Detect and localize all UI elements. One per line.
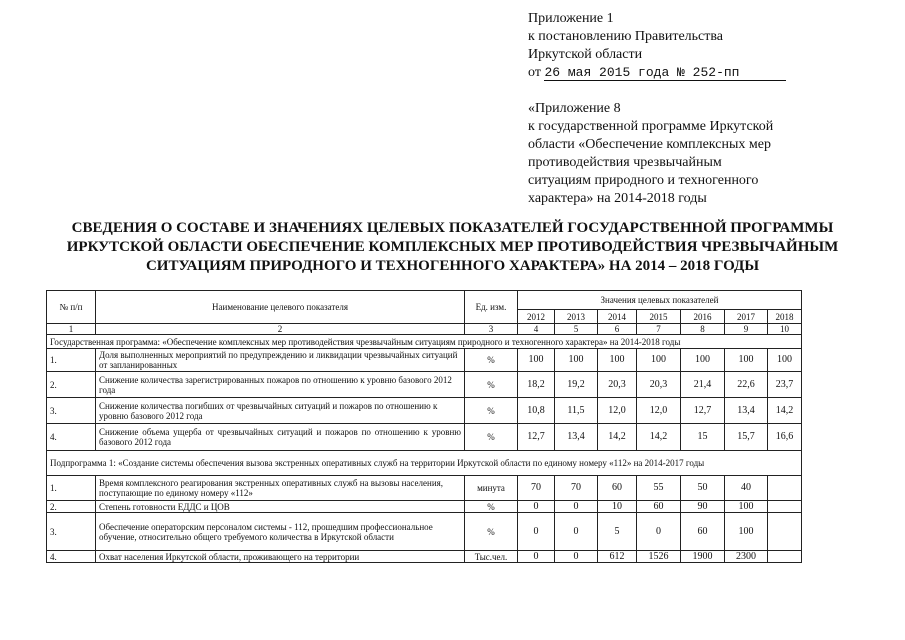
row-value: 14,2	[598, 424, 637, 451]
row-num: 1.	[47, 476, 96, 501]
row-value: 50	[681, 476, 725, 501]
appendix8-line: «Приложение 8	[528, 101, 621, 116]
col-header-name: Наименование целевого показателя	[96, 291, 465, 324]
table-row	[47, 476, 802, 501]
row-value: 100	[555, 349, 598, 372]
table-row	[47, 372, 802, 398]
row-value: 16,6	[768, 424, 802, 451]
year-header: 2014	[598, 310, 637, 324]
row-value	[768, 513, 802, 551]
row-value: 12,0	[598, 398, 637, 424]
appendix8-line: ситуациям природного и техногенного	[528, 173, 759, 188]
row-value: 18,2	[518, 372, 555, 398]
row-value: 55	[637, 476, 681, 501]
year-header: 2016	[681, 310, 725, 324]
index-cell: 7	[637, 324, 681, 335]
table-row	[47, 551, 802, 563]
row-num: 3.	[47, 398, 96, 424]
resolution-header	[528, 10, 888, 82]
row-value: 0	[518, 513, 555, 551]
index-cell: 3	[465, 324, 518, 335]
row-value	[768, 476, 802, 501]
indicators-table	[46, 290, 802, 563]
row-num: 2.	[47, 372, 96, 398]
row-unit: %	[465, 372, 518, 398]
index-cell: 9	[725, 324, 768, 335]
row-value: 10	[598, 501, 637, 513]
col-header-unit: Ед. изм.	[465, 291, 518, 324]
col-header-values: Значения целевых показателей	[518, 291, 802, 310]
row-value: 100	[725, 501, 768, 513]
row-value: 100	[637, 349, 681, 372]
row-unit: Тыс.чел.	[465, 551, 518, 563]
row-name: Степень готовности ЕДДС и ЦОВ	[96, 501, 465, 513]
appendix8-line: противодействия чрезвычайным	[528, 155, 722, 170]
row-name: Обеспечение операторским персоналом системы - 112, прошедшим профессиональное обучение, относительно общего требуемого количества в Иркутской области	[96, 513, 465, 551]
row-value: 100	[518, 349, 555, 372]
row-value: 12,7	[518, 424, 555, 451]
row-value: 20,3	[637, 372, 681, 398]
appendix-8-header	[528, 100, 828, 208]
index-cell: 10	[768, 324, 802, 335]
title-line: СВЕДЕНИЯ О СОСТАВЕ И ЗНАЧЕНИЯХ ЦЕЛЕВЫХ ПОКАЗАТЕЛЕЙ ГОСУДАРСТВЕННОЙ ПРОГРАММЫ	[71, 220, 834, 236]
row-value: 0	[555, 513, 598, 551]
row-value: 100	[725, 349, 768, 372]
row-value: 14,2	[768, 398, 802, 424]
header-date-line	[528, 64, 888, 82]
year-header: 2017	[725, 310, 768, 324]
row-value: 13,4	[555, 424, 598, 451]
row-unit: %	[465, 349, 518, 372]
row-num: 1.	[47, 349, 96, 372]
row-value: 23,7	[768, 372, 802, 398]
year-header: 2012	[518, 310, 555, 324]
header-line-1: Приложение 1	[528, 11, 614, 26]
date-number-underline	[544, 66, 786, 81]
row-value: 0	[555, 551, 598, 563]
year-header: 2013	[555, 310, 598, 324]
year-header: 2015	[637, 310, 681, 324]
index-row	[47, 324, 802, 335]
title-line: ИРКУТСКОЙ ОБЛАСТИ ОБЕСПЕЧЕНИЕ КОМПЛЕКСНЫХ МЕР ПРОТИВОДЕЙСТВИЯ ЧРЕЗВЫЧАЙНЫМ	[66, 239, 839, 255]
table-row	[47, 513, 802, 551]
row-value: 0	[518, 551, 555, 563]
row-value: 90	[681, 501, 725, 513]
index-cell: 8	[681, 324, 725, 335]
row-num: 3.	[47, 513, 96, 551]
header-date-number: 26 мая 2015 года № 252-пп	[544, 65, 740, 80]
row-value: 40	[725, 476, 768, 501]
index-cell: 4	[518, 324, 555, 335]
row-name: Снижение количества зарегистрированных пожаров по отношению к уровню базового 2012 года	[96, 372, 465, 398]
row-unit: %	[465, 501, 518, 513]
col-header-num: № п/п	[47, 291, 96, 324]
header-line-3: Иркутской области	[528, 47, 643, 62]
row-name: Время комплексного реагирования экстренных оперативных служб на вызовы населения, поступающие по единому номеру «112»	[96, 476, 465, 501]
row-num: 4.	[47, 424, 96, 451]
row-value: 11,5	[555, 398, 598, 424]
table-row	[47, 424, 802, 451]
document-title	[30, 219, 875, 276]
row-value: 22,6	[725, 372, 768, 398]
row-unit: минута	[465, 476, 518, 501]
row-value: 60	[637, 501, 681, 513]
appendix8-line: к государственной программе Иркутской	[528, 119, 774, 134]
row-value	[768, 551, 802, 563]
subprogram-title-row: Подпрограмма 1: «Создание системы обеспечения вызова экстренных оперативных служб на территории Иркутской области по единому номеру «112» на 2014-2017 годы	[47, 451, 802, 476]
header-ot: от	[528, 65, 541, 80]
row-value: 100	[768, 349, 802, 372]
appendix8-line: области «Обеспечение комплексных мер	[528, 137, 771, 152]
row-value: 2300	[725, 551, 768, 563]
row-num: 2.	[47, 501, 96, 513]
row-value	[768, 501, 802, 513]
row-value: 21,4	[681, 372, 725, 398]
row-value: 1900	[681, 551, 725, 563]
row-value: 100	[598, 349, 637, 372]
row-value: 13,4	[725, 398, 768, 424]
row-value: 612	[598, 551, 637, 563]
row-num: 4.	[47, 551, 96, 563]
row-value: 60	[681, 513, 725, 551]
row-name: Доля выполненных мероприятий по предупреждению и ликвидации чрезвычайных ситуаций от запланированных	[96, 349, 465, 372]
row-value: 0	[518, 501, 555, 513]
row-value: 14,2	[637, 424, 681, 451]
row-value: 15	[681, 424, 725, 451]
row-value: 15,7	[725, 424, 768, 451]
row-value: 10,8	[518, 398, 555, 424]
row-value: 0	[637, 513, 681, 551]
row-value: 60	[598, 476, 637, 501]
row-value: 70	[518, 476, 555, 501]
table-row	[47, 349, 802, 372]
row-value: 20,3	[598, 372, 637, 398]
row-value: 0	[555, 501, 598, 513]
row-value: 12,0	[637, 398, 681, 424]
table-row	[47, 501, 802, 513]
row-value: 19,2	[555, 372, 598, 398]
row-name: Снижение объема ущерба от чрезвычайных ситуаций и пожаров по отношению к уровню базового 2012 года	[96, 424, 465, 451]
row-value: 1526	[637, 551, 681, 563]
row-value: 100	[681, 349, 725, 372]
row-unit: %	[465, 513, 518, 551]
row-unit: %	[465, 424, 518, 451]
row-value: 100	[725, 513, 768, 551]
header-line-2: к постановлению Правительства	[528, 29, 724, 44]
index-cell: 1	[47, 324, 96, 335]
row-unit: %	[465, 398, 518, 424]
title-line: СИТУАЦИЯМ ПРИРОДНОГО И ТЕХНОГЕННОГО ХАРАКТЕРА» НА 2014 – 2018 ГОДЫ	[145, 258, 760, 274]
program-title-row: Государственная программа: «Обеспечение комплексных мер противодействия чрезвычайным ситуациям природного и техногенного характера» на 2014-2018 годы	[47, 335, 802, 349]
year-header: 2018	[768, 310, 802, 324]
index-cell: 2	[96, 324, 465, 335]
row-value: 12,7	[681, 398, 725, 424]
table-row	[47, 398, 802, 424]
row-value: 5	[598, 513, 637, 551]
index-cell: 6	[598, 324, 637, 335]
row-value: 70	[555, 476, 598, 501]
index-cell: 5	[555, 324, 598, 335]
appendix8-line: характера» на 2014-2018 годы	[528, 191, 707, 206]
row-name: Охват населения Иркутской области, проживающего на территории	[96, 551, 465, 563]
row-name: Снижение количества погибших от чрезвычайных ситуаций и пожаров по отношению к уровню базового 2012 года	[96, 398, 465, 424]
